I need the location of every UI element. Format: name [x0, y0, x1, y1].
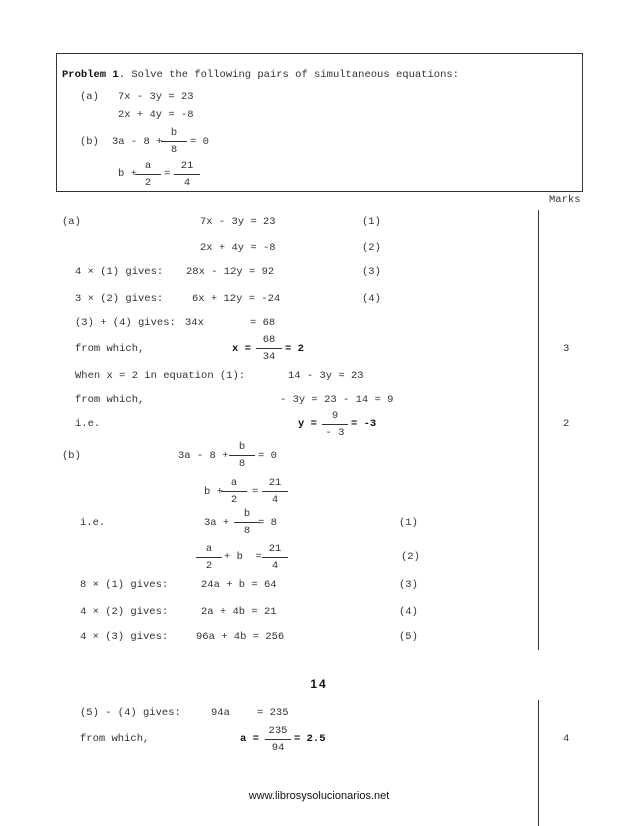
marks-column-divider-continued [538, 700, 539, 826]
part-a-sub-label: When x = 2 in equation (1): [75, 370, 246, 382]
part-b-cont-from-label: from which, [80, 733, 150, 745]
part-b-eq1-left: 3a - 8 + [178, 450, 229, 462]
part-a-sub-eq: 14 - 3y = 23 [288, 370, 364, 382]
footer-url: www.librosysolucionarios.net [248, 790, 390, 802]
problem-a-eq2: 2x + 4y = -8 [118, 109, 194, 121]
part-b-step3-label: 4 × (3) gives: [80, 631, 169, 643]
part-b-cont-a-var: a = [240, 733, 259, 745]
part-a-y-result: = -3 [351, 418, 377, 430]
problem-b-eq2-left: b + [118, 168, 137, 180]
problem-fraction-b-over-8: b 8 [161, 127, 187, 156]
part-b-eq3-left: 3a + [204, 517, 230, 529]
part-b-step1-label: 8 × (1) gives: [80, 579, 169, 591]
part-b-ie-label: i.e. [80, 517, 106, 529]
part-a-x-result: = 2 [285, 343, 304, 355]
part-a-step4-eq: 6x + 12y = -24 [192, 293, 281, 305]
part-b-cont-a-result: = 2.5 [294, 733, 326, 745]
part-a-x-label: from which, [75, 343, 145, 355]
problem-heading [62, 69, 459, 81]
part-b-step3-ref: (5) [399, 631, 418, 643]
part-a-eq1-ref: (1) [362, 216, 381, 228]
part-a-x-fraction: 68 34 [256, 334, 282, 363]
part-b-step2-label: 4 × (2) gives: [80, 606, 169, 618]
part-b-fraction-a-over-2-2: a 2 [196, 543, 222, 572]
problem-a-eq1: 7x - 3y = 23 [118, 91, 194, 103]
part-b-fraction-21-over-4-2: 21 4 [262, 543, 288, 572]
part-b-fraction-b-over-8-2: b 8 [234, 508, 260, 537]
marks-header: Marks [549, 194, 581, 206]
part-b-label: (b) [62, 450, 81, 462]
problem-b-label: (b) [80, 136, 99, 148]
part-a-eq1: 7x - 3y = 23 [200, 216, 276, 228]
part-a-eq2: 2x + 4y = -8 [200, 242, 276, 254]
problem-a-label: (a) [80, 91, 99, 103]
problem-fraction-a-over-2: a 2 [135, 160, 161, 189]
part-b-step2-ref: (4) [399, 606, 418, 618]
part-b-cont-step-right: = 235 [257, 707, 289, 719]
problem-b-eq1-left: 3a - 8 + [112, 136, 163, 148]
part-b-step1-eq: 24a + b = 64 [201, 579, 277, 591]
part-b-step1-ref: (3) [399, 579, 418, 591]
problem-b-eq1-right: = 0 [190, 136, 209, 148]
part-a-step5-label: (3) + (4) gives: [75, 317, 176, 329]
part-b-fraction-b-over-8-1: b 8 [229, 441, 255, 470]
part-a-x-mark: 3 [563, 343, 570, 355]
part-a-from-label: from which, [75, 394, 145, 406]
problem-fraction-21-over-4: 21 4 [174, 160, 200, 189]
part-a-y-mark: 2 [563, 418, 570, 430]
part-a-step5-right: = 68 [250, 317, 276, 329]
part-a-from-eq: - 3y = 23 - 14 = 9 [280, 394, 394, 406]
part-a-y-var: y = [298, 418, 317, 430]
part-b-eq4-right: + b = [224, 551, 262, 563]
part-a-step3-label: 4 × (1) gives: [75, 266, 164, 278]
part-b-fraction-a-over-2-1: a 2 [221, 477, 247, 506]
part-b-cont-a-fraction: 235 94 [265, 725, 291, 754]
part-a-eq2-ref: (2) [362, 242, 381, 254]
part-a-ie-label: i.e. [75, 418, 101, 430]
part-a-step3-ref: (3) [362, 266, 381, 278]
part-b-eq3-right: = 8 [258, 517, 277, 529]
part-a-y-fraction: 9 - 3 [322, 410, 348, 439]
part-a-step4-ref: (4) [362, 293, 381, 305]
part-b-step3-eq: 96a + 4b = 256 [196, 631, 285, 643]
part-a-x-var: x = [232, 343, 251, 355]
part-a-label: (a) [62, 216, 81, 228]
problem-title: Problem 1 [62, 69, 119, 81]
part-b-eq2-right: = [252, 486, 259, 498]
part-b-eq3-ref: (1) [399, 517, 418, 529]
marks-column-divider [538, 210, 539, 650]
part-b-cont-a-mark: 4 [563, 733, 570, 745]
part-a-step3-eq: 28x - 12y = 92 [186, 266, 275, 278]
part-b-cont-step-left: 94a [211, 707, 230, 719]
problem-statement: . Solve the following pairs of simultaneous equations: [118, 69, 459, 81]
part-b-eq4-ref: (2) [401, 551, 420, 563]
page-number: 14 [310, 677, 328, 691]
part-a-step5-left: 34x [185, 317, 204, 329]
problem-b-eq2-right: = [164, 168, 171, 180]
part-b-fraction-21-over-4-1: 21 4 [262, 477, 288, 506]
part-b-eq2-left: b + [204, 486, 223, 498]
part-a-step4-label: 3 × (2) gives: [75, 293, 164, 305]
part-b-cont-step-label: (5) - (4) gives: [80, 707, 181, 719]
part-b-eq1-right: = 0 [258, 450, 277, 462]
part-b-step2-eq: 2a + 4b = 21 [201, 606, 277, 618]
